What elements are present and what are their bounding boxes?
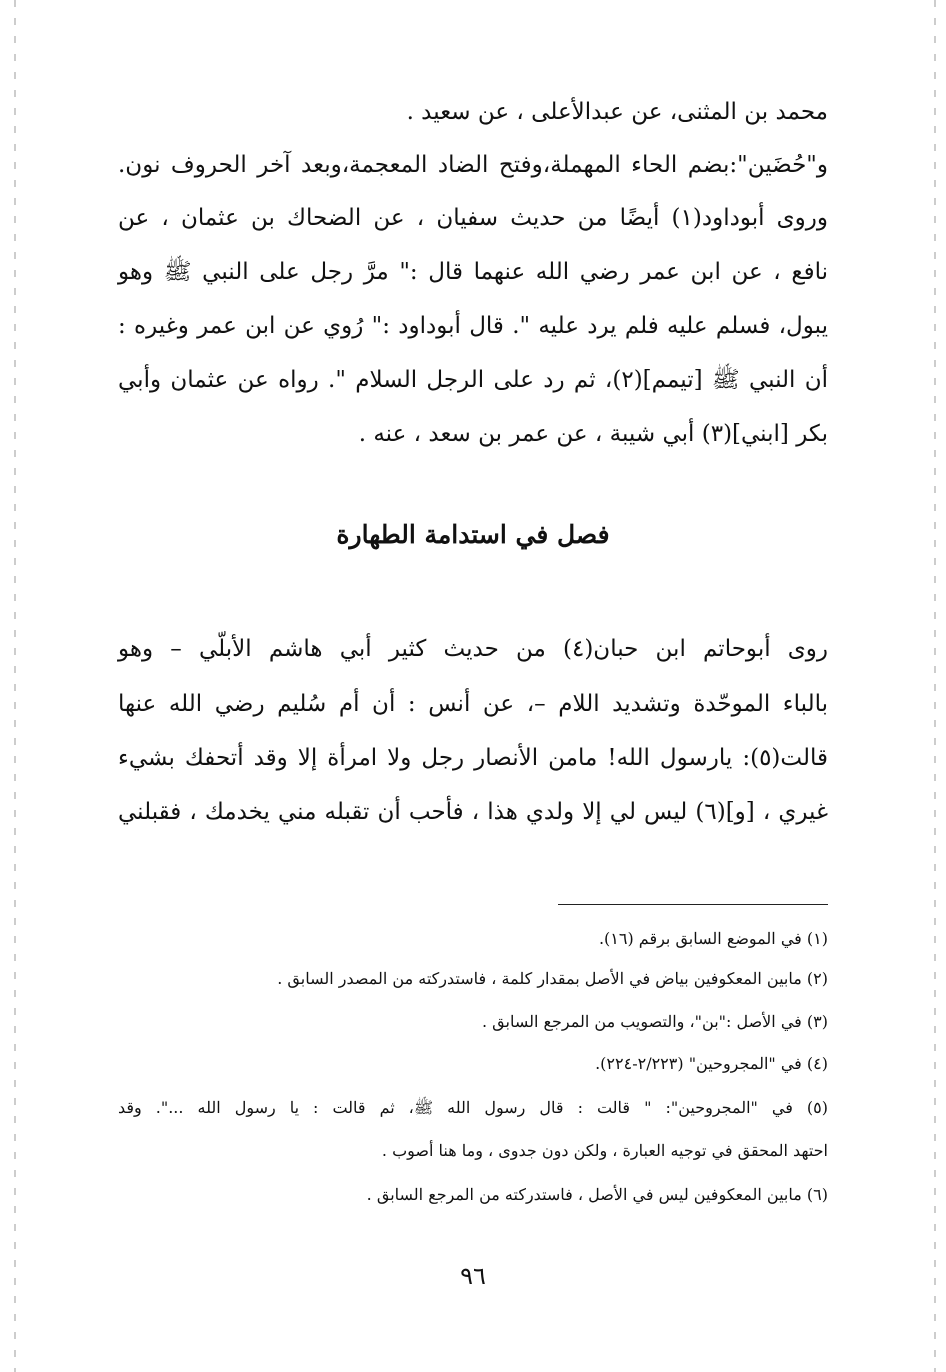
- footnote: (١) في الموضع السابق برقم (١٦).: [598, 929, 828, 948]
- section-line: روى أبوحاتم ابن حبان(٤) من حديث كثير أبي هاشم الأبلّي – وهو: [118, 636, 828, 662]
- footnote: (٢) مابين المعكوفين بياض في الأصل بمقدار كلمة ، فاستدركته من المصدر السابق .: [277, 969, 828, 988]
- body-line: يبول، فسلم عليه فلم يرد عليه ". قال أبوداود :" رُوي عن ابن عمر وغيره :: [118, 313, 828, 339]
- section-line: قالت(٥): يارسول الله! مامن الأنصار رجل ولا امرأة إلا وقد أتحفك بشيء: [118, 745, 828, 771]
- body-line: محمد بن المثنى، عن عبدالأعلى ، عن سعيد .: [406, 99, 828, 125]
- footnote: (٥) في "المجروحين": " قالت : قال رسول الله ﷺ، ثم قالت : يا رسول الله ...". وقد: [118, 1098, 828, 1117]
- footnote: (٣) في الأصل :"بن"، والتصويب من المرجع السابق .: [481, 1012, 828, 1031]
- page-number: ٩٦: [460, 1262, 486, 1290]
- section-heading: فصل في استدامة الطهارة: [336, 520, 610, 549]
- footnote: (٤) في "المجروحين" (٢/٢٢٣-٢٢٤).: [595, 1054, 828, 1073]
- body-line: وروى أبوداود(١) أيضًا من حديث سفيان ، عن الضحاك بن عثمان ، عن: [118, 205, 828, 231]
- left-margin-marks: [14, 0, 16, 1372]
- footnote-continuation: احتهد المحقق في توجيه العبارة ، ولكن دون جدوى ، وما هنا أصوب .: [381, 1141, 828, 1160]
- footnote-separator: [558, 904, 828, 905]
- body-line: و"حُضَين":بضم الحاء المهملة،وفتح الضاد المعجمة،وبعد آخر الحروف نون.: [118, 152, 828, 178]
- body-line: أن النبي ﷺ [تيمم](٢)، ثم رد على الرجل السلام ". رواه عن عثمان وأبي: [118, 367, 829, 393]
- body-line: نافع ، عن ابن عمر رضي الله عنهما قال :" مرَّ رجل على النبي ﷺ وهو: [118, 259, 828, 285]
- footnote: (٦) مابين المعكوفين ليس في الأصل ، فاستدركته من المرجع السابق .: [366, 1185, 828, 1204]
- right-margin-marks: [934, 0, 936, 1372]
- body-line: بكر [ابني](٣) أبي شيبة ، عن عمر بن سعد ، عنه .: [358, 421, 828, 447]
- section-line: غيري ، [و](٦) ليس لي إلا ولدي هذا ، فأحب أن تقبله مني يخدمك ، فقبلني: [118, 799, 829, 825]
- section-line: بالباء الموحّدة وتشديد اللام –، عن أنس : أن أم سُليم رضي الله عنها: [118, 691, 828, 717]
